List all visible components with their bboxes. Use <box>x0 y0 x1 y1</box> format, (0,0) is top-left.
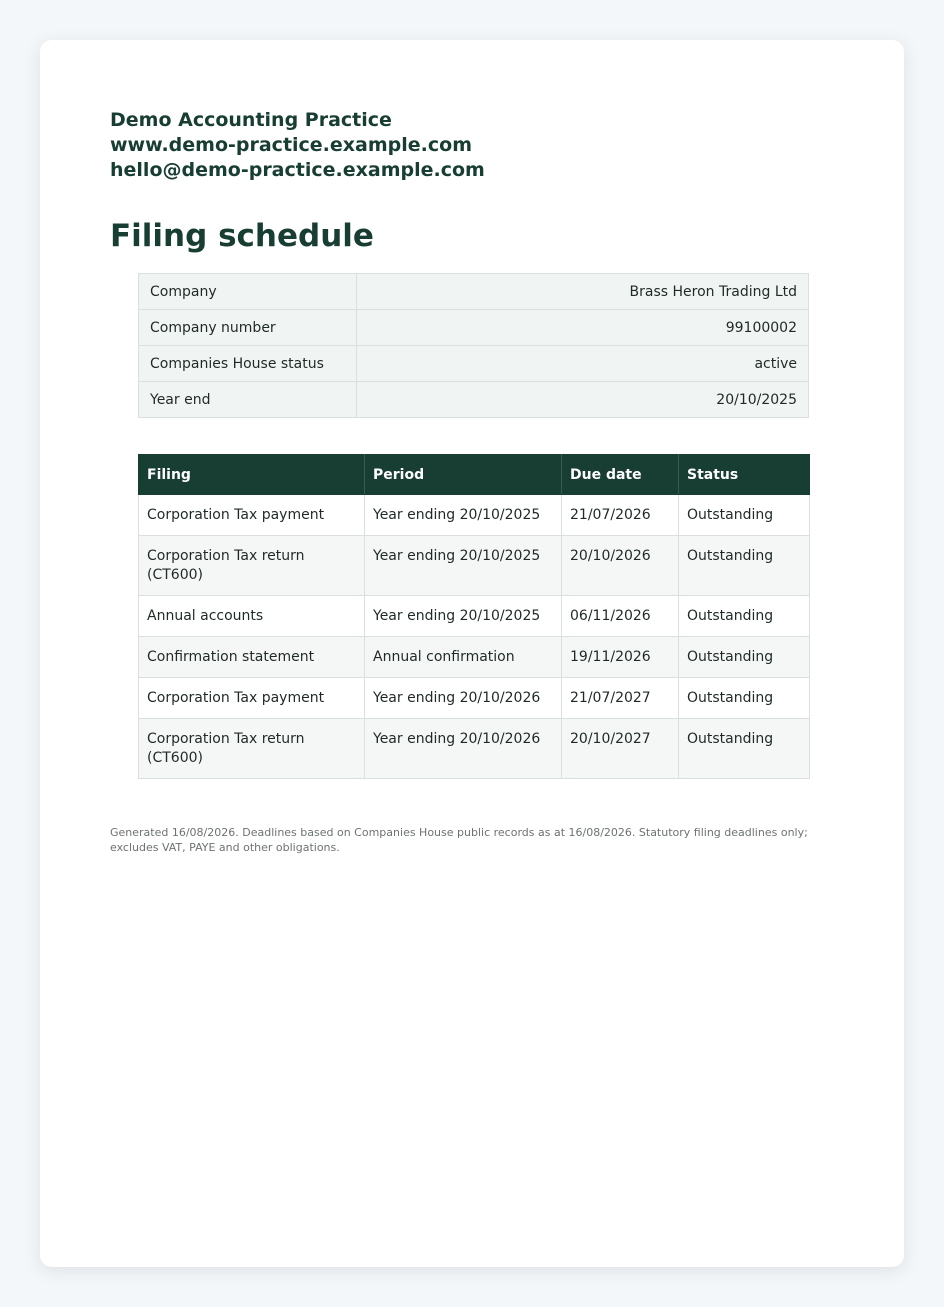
column-header-filing: Filing <box>139 455 365 495</box>
table-row <box>139 637 810 678</box>
info-row <box>139 310 809 346</box>
info-row <box>139 382 809 418</box>
status-cell: Outstanding <box>679 536 810 596</box>
table-row <box>139 536 810 596</box>
info-label: Company number <box>139 310 357 346</box>
period-cell: Year ending 20/10/2025 <box>365 495 562 536</box>
info-row <box>139 346 809 382</box>
filing-cell: Corporation Tax return (CT600) <box>139 719 365 779</box>
document-page <box>40 40 904 1267</box>
period-cell: Annual confirmation <box>365 637 562 678</box>
table-row <box>139 596 810 637</box>
due-date-cell: 21/07/2027 <box>562 678 679 719</box>
filing-cell: Annual accounts <box>139 596 365 637</box>
info-value: 99100002 <box>357 310 809 346</box>
status-cell: Outstanding <box>679 596 810 637</box>
status-cell: Outstanding <box>679 719 810 779</box>
status-cell: Outstanding <box>679 495 810 536</box>
table-row <box>139 495 810 536</box>
filing-cell: Confirmation statement <box>139 637 365 678</box>
info-label: Year end <box>139 382 357 418</box>
filings-table <box>138 454 810 779</box>
status-cell: Outstanding <box>679 637 810 678</box>
info-value: 20/10/2025 <box>357 382 809 418</box>
due-date-cell: 06/11/2026 <box>562 596 679 637</box>
period-cell: Year ending 20/10/2025 <box>365 536 562 596</box>
info-value: Brass Heron Trading Ltd <box>357 274 809 310</box>
due-date-cell: 20/10/2026 <box>562 536 679 596</box>
column-header-due-date: Due date <box>562 455 679 495</box>
table-row <box>139 678 810 719</box>
info-label: Companies House status <box>139 346 357 382</box>
due-date-cell: 19/11/2026 <box>562 637 679 678</box>
practice-header <box>110 108 485 183</box>
page-title: Filing schedule <box>110 218 374 254</box>
filing-cell: Corporation Tax payment <box>139 495 365 536</box>
filing-cell: Corporation Tax return (CT600) <box>139 536 365 596</box>
table-header-row <box>139 455 810 495</box>
info-value: active <box>357 346 809 382</box>
period-cell: Year ending 20/10/2025 <box>365 596 562 637</box>
due-date-cell: 20/10/2027 <box>562 719 679 779</box>
table-row <box>139 719 810 779</box>
due-date-cell: 21/07/2026 <box>562 495 679 536</box>
column-header-period: Period <box>365 455 562 495</box>
practice-name: Demo Accounting Practice <box>110 109 392 131</box>
status-cell: Outstanding <box>679 678 810 719</box>
company-info-table <box>138 273 809 418</box>
column-header-status: Status <box>679 455 810 495</box>
period-cell: Year ending 20/10/2026 <box>365 678 562 719</box>
info-label: Company <box>139 274 357 310</box>
footer-note: Generated 16/08/2026. Deadlines based on Companies House public records as at 16/08/2026. Statutory filing deadlines only; excludes VAT, PAYE and other obligations. <box>110 826 808 854</box>
practice-website: www.demo-practice.example.com <box>110 134 472 156</box>
practice-email: hello@demo-practice.example.com <box>110 159 485 181</box>
period-cell: Year ending 20/10/2026 <box>365 719 562 779</box>
info-row <box>139 274 809 310</box>
filing-cell: Corporation Tax payment <box>139 678 365 719</box>
